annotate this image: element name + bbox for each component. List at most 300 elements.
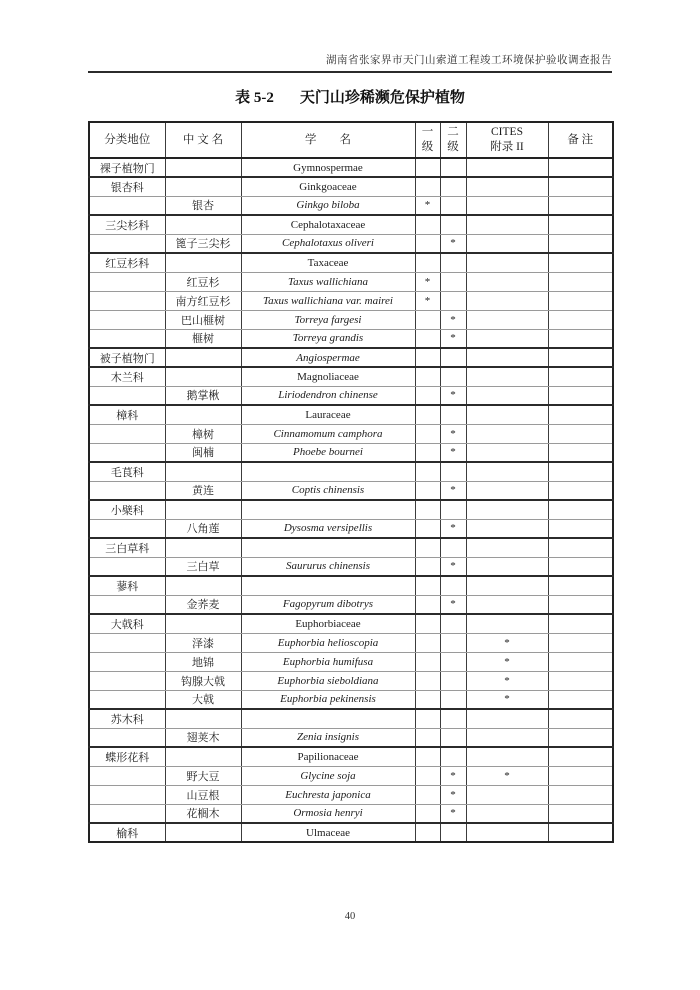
col-header-level1-line1: 一: [421, 126, 434, 138]
table-row: [89, 253, 613, 272]
level2-mark-cell: [440, 576, 466, 595]
level1-mark-cell: [415, 595, 440, 614]
note-cell: [548, 443, 613, 462]
col-header-category: 分类地位: [89, 122, 165, 158]
cites-mark-cell: [466, 519, 548, 538]
note-cell: [548, 348, 613, 367]
latin-name-cell: Papilionaceae: [241, 747, 415, 766]
chinese-name-cell: [165, 614, 241, 633]
level1-mark-cell: [415, 538, 440, 557]
latin-name-cell: Torreya fargesi: [241, 310, 415, 329]
latin-name-cell: [241, 538, 415, 557]
table-row: [89, 196, 613, 215]
chinese-name-cell: [165, 253, 241, 272]
chinese-name-cell: [165, 215, 241, 234]
category-cell: [89, 766, 165, 785]
cites-mark-cell: [466, 215, 548, 234]
cites-mark-cell: [466, 557, 548, 576]
category-cell: [89, 329, 165, 348]
level1-mark-cell: [415, 823, 440, 842]
category-cell: 大戟科: [89, 614, 165, 633]
table-row: [89, 443, 613, 462]
level2-mark-cell: *: [440, 424, 466, 443]
latin-name-cell: Liriodendron chinense: [241, 386, 415, 405]
note-cell: [548, 386, 613, 405]
category-cell: [89, 386, 165, 405]
header-divider-rule: [88, 71, 612, 73]
level2-mark-cell: [440, 747, 466, 766]
cites-mark-cell: [466, 785, 548, 804]
table-row: [89, 405, 613, 424]
latin-name-cell: Cephalotaxaceae: [241, 215, 415, 234]
table-row: [89, 614, 613, 633]
cites-mark-cell: [466, 443, 548, 462]
latin-name-cell: Angiospermae: [241, 348, 415, 367]
note-cell: [548, 804, 613, 823]
cites-mark-cell: [466, 386, 548, 405]
note-cell: [548, 614, 613, 633]
cites-mark-cell: [466, 823, 548, 842]
level1-mark-cell: *: [415, 196, 440, 215]
note-cell: [548, 690, 613, 709]
level2-mark-cell: *: [440, 443, 466, 462]
category-cell: 裸子植物门: [89, 158, 165, 177]
note-cell: [548, 557, 613, 576]
chinese-name-cell: 篦子三尖杉: [165, 234, 241, 253]
note-cell: [548, 215, 613, 234]
category-cell: [89, 671, 165, 690]
level1-mark-cell: [415, 367, 440, 386]
level2-mark-cell: [440, 709, 466, 728]
latin-name-cell: Taxus wallichiana var. mairei: [241, 291, 415, 310]
level1-mark-cell: [415, 481, 440, 500]
running-header-text: 湖南省张家界市天门山索道工程竣工环境保护验收调查报告: [326, 55, 612, 66]
level2-mark-cell: *: [440, 519, 466, 538]
latin-name-cell: Zenia insignis: [241, 728, 415, 747]
level1-mark-cell: [415, 462, 440, 481]
cites-mark-cell: [466, 500, 548, 519]
category-cell: [89, 690, 165, 709]
table-row: [89, 291, 613, 310]
level1-mark-cell: [415, 215, 440, 234]
cites-mark-cell: [466, 804, 548, 823]
category-cell: [89, 481, 165, 500]
cites-mark-cell: *: [466, 690, 548, 709]
note-cell: [548, 500, 613, 519]
latin-name-cell: Cinnamomum camphora: [241, 424, 415, 443]
latin-name-cell: Dysosma versipellis: [241, 519, 415, 538]
level2-mark-cell: [440, 462, 466, 481]
level1-mark-cell: [415, 614, 440, 633]
protected-plants-table: [88, 121, 614, 843]
note-cell: [548, 519, 613, 538]
col-header-note: 备 注: [548, 122, 613, 158]
chinese-name-cell: 花榈木: [165, 804, 241, 823]
note-cell: [548, 177, 613, 196]
level2-mark-cell: [440, 215, 466, 234]
level1-mark-cell: [415, 500, 440, 519]
cites-mark-cell: [466, 234, 548, 253]
note-cell: [548, 272, 613, 291]
table-row: [89, 728, 613, 747]
table-row: [89, 329, 613, 348]
latin-name-cell: Fagopyrum dibotrys: [241, 595, 415, 614]
level2-mark-cell: *: [440, 234, 466, 253]
level2-mark-cell: [440, 158, 466, 177]
level2-mark-cell: *: [440, 766, 466, 785]
category-cell: [89, 291, 165, 310]
latin-name-cell: Euphorbia sieboldiana: [241, 671, 415, 690]
table-row: [89, 633, 613, 652]
note-cell: [548, 462, 613, 481]
note-cell: [548, 747, 613, 766]
col-header-latin-name: 学 名: [241, 122, 415, 158]
category-cell: 毛茛科: [89, 462, 165, 481]
note-cell: [548, 633, 613, 652]
note-cell: [548, 481, 613, 500]
note-cell: [548, 234, 613, 253]
cites-mark-cell: [466, 747, 548, 766]
level1-mark-cell: [415, 576, 440, 595]
level1-mark-cell: [415, 405, 440, 424]
col-header-level1: [415, 122, 440, 158]
note-cell: [548, 196, 613, 215]
level2-mark-cell: [440, 652, 466, 671]
note-cell: [548, 424, 613, 443]
level1-mark-cell: [415, 671, 440, 690]
table-caption-text: 天门山珍稀濒危保护植物: [299, 90, 465, 106]
cites-mark-cell: [466, 253, 548, 272]
chinese-name-cell: [165, 348, 241, 367]
table-row: [89, 576, 613, 595]
latin-name-cell: Saururus chinensis: [241, 557, 415, 576]
cites-mark-cell: *: [466, 671, 548, 690]
cites-mark-cell: [466, 177, 548, 196]
cites-mark-cell: [466, 291, 548, 310]
category-cell: 被子植物门: [89, 348, 165, 367]
table-row: [89, 804, 613, 823]
latin-name-cell: Euphorbia pekinensis: [241, 690, 415, 709]
chinese-name-cell: 南方红豆杉: [165, 291, 241, 310]
chinese-name-cell: 巴山榧树: [165, 310, 241, 329]
level2-mark-cell: [440, 196, 466, 215]
level2-mark-cell: *: [440, 804, 466, 823]
table-row: [89, 595, 613, 614]
chinese-name-cell: 大戟: [165, 690, 241, 709]
latin-name-cell: Taxus wallichiana: [241, 272, 415, 291]
latin-name-cell: [241, 462, 415, 481]
category-cell: 蝶形花科: [89, 747, 165, 766]
note-cell: [548, 671, 613, 690]
category-cell: [89, 519, 165, 538]
note-cell: [548, 367, 613, 386]
level2-mark-cell: *: [440, 481, 466, 500]
table-row: [89, 215, 613, 234]
note-cell: [548, 728, 613, 747]
cites-mark-cell: [466, 538, 548, 557]
chinese-name-cell: 榧树: [165, 329, 241, 348]
category-cell: [89, 443, 165, 462]
cites-mark-cell: [466, 424, 548, 443]
level1-mark-cell: *: [415, 272, 440, 291]
chinese-name-cell: [165, 158, 241, 177]
category-cell: [89, 785, 165, 804]
table-row: [89, 747, 613, 766]
chinese-name-cell: [165, 462, 241, 481]
level1-mark-cell: [415, 234, 440, 253]
level1-mark-cell: [415, 709, 440, 728]
note-cell: [548, 576, 613, 595]
chinese-name-cell: [165, 177, 241, 196]
level2-mark-cell: [440, 614, 466, 633]
table-header-row: [89, 122, 613, 158]
latin-name-cell: Euphorbia helioscopia: [241, 633, 415, 652]
category-cell: [89, 234, 165, 253]
cites-mark-cell: [466, 196, 548, 215]
cites-mark-cell: [466, 272, 548, 291]
latin-name-cell: [241, 576, 415, 595]
cites-mark-cell: *: [466, 633, 548, 652]
col-header-level2-line1: 二: [447, 126, 459, 138]
level2-mark-cell: *: [440, 595, 466, 614]
chinese-name-cell: [165, 500, 241, 519]
latin-name-cell: Gymnospermae: [241, 158, 415, 177]
category-cell: 红豆杉科: [89, 253, 165, 272]
category-cell: [89, 310, 165, 329]
latin-name-cell: Euphorbiaceae: [241, 614, 415, 633]
level2-mark-cell: [440, 253, 466, 272]
latin-name-cell: Lauraceae: [241, 405, 415, 424]
chinese-name-cell: [165, 709, 241, 728]
cites-mark-cell: [466, 329, 548, 348]
level1-mark-cell: [415, 443, 440, 462]
latin-name-cell: Coptis chinensis: [241, 481, 415, 500]
table-row: [89, 519, 613, 538]
level1-mark-cell: [415, 177, 440, 196]
note-cell: [548, 310, 613, 329]
latin-name-cell: Phoebe bournei: [241, 443, 415, 462]
table-row: [89, 386, 613, 405]
cites-mark-cell: [466, 348, 548, 367]
category-cell: 樟科: [89, 405, 165, 424]
latin-name-cell: Ormosia henryi: [241, 804, 415, 823]
table-row: [89, 177, 613, 196]
cites-mark-cell: [466, 728, 548, 747]
latin-name-cell: Euphorbia humifusa: [241, 652, 415, 671]
chinese-name-cell: 闽楠: [165, 443, 241, 462]
table-row: [89, 766, 613, 785]
col-header-level1-line2: 级: [421, 141, 434, 153]
table-body: [89, 158, 613, 842]
level1-mark-cell: [415, 785, 440, 804]
category-cell: 小檗科: [89, 500, 165, 519]
category-cell: 榆科: [89, 823, 165, 842]
category-cell: [89, 728, 165, 747]
table-row: [89, 234, 613, 253]
chinese-name-cell: [165, 576, 241, 595]
note-cell: [548, 709, 613, 728]
col-header-chinese-name: 中 文 名: [165, 122, 241, 158]
latin-name-cell: [241, 500, 415, 519]
cites-mark-cell: [466, 310, 548, 329]
chinese-name-cell: 山豆根: [165, 785, 241, 804]
category-cell: [89, 557, 165, 576]
cites-mark-cell: *: [466, 652, 548, 671]
category-cell: [89, 272, 165, 291]
latin-name-cell: Taxaceae: [241, 253, 415, 272]
level1-mark-cell: [415, 329, 440, 348]
latin-name-cell: Ginkgo biloba: [241, 196, 415, 215]
chinese-name-cell: 野大豆: [165, 766, 241, 785]
category-cell: [89, 196, 165, 215]
level2-mark-cell: *: [440, 386, 466, 405]
category-cell: 木兰科: [89, 367, 165, 386]
col-header-cites-line2: 附录 II: [490, 141, 524, 153]
cites-mark-cell: [466, 614, 548, 633]
chinese-name-cell: 银杏: [165, 196, 241, 215]
level2-mark-cell: *: [440, 329, 466, 348]
level2-mark-cell: *: [440, 557, 466, 576]
cites-mark-cell: [466, 405, 548, 424]
cites-mark-cell: [466, 462, 548, 481]
chinese-name-cell: 金荞麦: [165, 595, 241, 614]
category-cell: 苏木科: [89, 709, 165, 728]
level1-mark-cell: [415, 690, 440, 709]
table-row: [89, 690, 613, 709]
chinese-name-cell: 八角莲: [165, 519, 241, 538]
level1-mark-cell: [415, 386, 440, 405]
chinese-name-cell: 翅荚木: [165, 728, 241, 747]
level1-mark-cell: [415, 804, 440, 823]
level2-mark-cell: [440, 633, 466, 652]
category-cell: [89, 652, 165, 671]
latin-name-cell: Torreya grandis: [241, 329, 415, 348]
table-row: [89, 538, 613, 557]
table-number-label: 表 5-2: [235, 90, 274, 106]
chinese-name-cell: [165, 538, 241, 557]
col-header-level2-line2: 级: [447, 141, 459, 153]
col-header-level2: [440, 122, 466, 158]
category-cell: 三尖杉科: [89, 215, 165, 234]
level1-mark-cell: [415, 310, 440, 329]
level2-mark-cell: [440, 348, 466, 367]
level1-mark-cell: [415, 728, 440, 747]
chinese-name-cell: 红豆杉: [165, 272, 241, 291]
latin-name-cell: Cephalotaxus oliveri: [241, 234, 415, 253]
cites-mark-cell: [466, 481, 548, 500]
table-row: [89, 709, 613, 728]
chinese-name-cell: 钩腺大戟: [165, 671, 241, 690]
note-cell: [548, 253, 613, 272]
level1-mark-cell: [415, 519, 440, 538]
table-row: [89, 823, 613, 842]
table-row: [89, 481, 613, 500]
category-cell: [89, 424, 165, 443]
category-cell: 三白草科: [89, 538, 165, 557]
table-row: [89, 424, 613, 443]
level1-mark-cell: [415, 158, 440, 177]
latin-name-cell: Euchresta japonica: [241, 785, 415, 804]
chinese-name-cell: 樟树: [165, 424, 241, 443]
col-header-cites-line1: CITES: [491, 126, 523, 138]
level2-mark-cell: *: [440, 785, 466, 804]
chinese-name-cell: 三白草: [165, 557, 241, 576]
level2-mark-cell: [440, 823, 466, 842]
chinese-name-cell: [165, 747, 241, 766]
level1-mark-cell: [415, 747, 440, 766]
latin-name-cell: Ulmaceae: [241, 823, 415, 842]
category-cell: [89, 595, 165, 614]
table-row: [89, 462, 613, 481]
category-cell: 蓼科: [89, 576, 165, 595]
level1-mark-cell: [415, 633, 440, 652]
level2-mark-cell: [440, 671, 466, 690]
table-row: [89, 785, 613, 804]
note-cell: [548, 766, 613, 785]
table-row: [89, 500, 613, 519]
table-row: [89, 671, 613, 690]
latin-name-cell: Glycine soja: [241, 766, 415, 785]
chinese-name-cell: 泽漆: [165, 633, 241, 652]
chinese-name-cell: 黄连: [165, 481, 241, 500]
chinese-name-cell: [165, 367, 241, 386]
note-cell: [548, 823, 613, 842]
chinese-name-cell: [165, 405, 241, 424]
level1-mark-cell: [415, 652, 440, 671]
col-header-cites: [466, 122, 548, 158]
table-row: [89, 652, 613, 671]
cites-mark-cell: [466, 367, 548, 386]
chinese-name-cell: 鹅掌楸: [165, 386, 241, 405]
note-cell: [548, 291, 613, 310]
latin-name-cell: Magnoliaceae: [241, 367, 415, 386]
table-row: [89, 310, 613, 329]
level2-mark-cell: [440, 728, 466, 747]
level1-mark-cell: [415, 424, 440, 443]
level2-mark-cell: [440, 177, 466, 196]
level2-mark-cell: [440, 500, 466, 519]
category-cell: [89, 633, 165, 652]
table-row: [89, 158, 613, 177]
latin-name-cell: [241, 709, 415, 728]
note-cell: [548, 595, 613, 614]
cites-mark-cell: [466, 576, 548, 595]
level1-mark-cell: [415, 348, 440, 367]
note-cell: [548, 652, 613, 671]
page-number: 40: [344, 911, 356, 922]
level1-mark-cell: *: [415, 291, 440, 310]
cites-mark-cell: *: [466, 766, 548, 785]
category-cell: [89, 804, 165, 823]
level2-mark-cell: [440, 367, 466, 386]
note-cell: [548, 538, 613, 557]
table-row: [89, 348, 613, 367]
cites-mark-cell: [466, 595, 548, 614]
level2-mark-cell: [440, 538, 466, 557]
table-row: [89, 367, 613, 386]
latin-name-cell: Ginkgoaceae: [241, 177, 415, 196]
note-cell: [548, 785, 613, 804]
cites-mark-cell: [466, 158, 548, 177]
level1-mark-cell: [415, 766, 440, 785]
category-cell: 银杏科: [89, 177, 165, 196]
cites-mark-cell: [466, 709, 548, 728]
chinese-name-cell: 地锦: [165, 652, 241, 671]
note-cell: [548, 405, 613, 424]
table-title: [88, 88, 612, 109]
level2-mark-cell: [440, 690, 466, 709]
level2-mark-cell: *: [440, 310, 466, 329]
